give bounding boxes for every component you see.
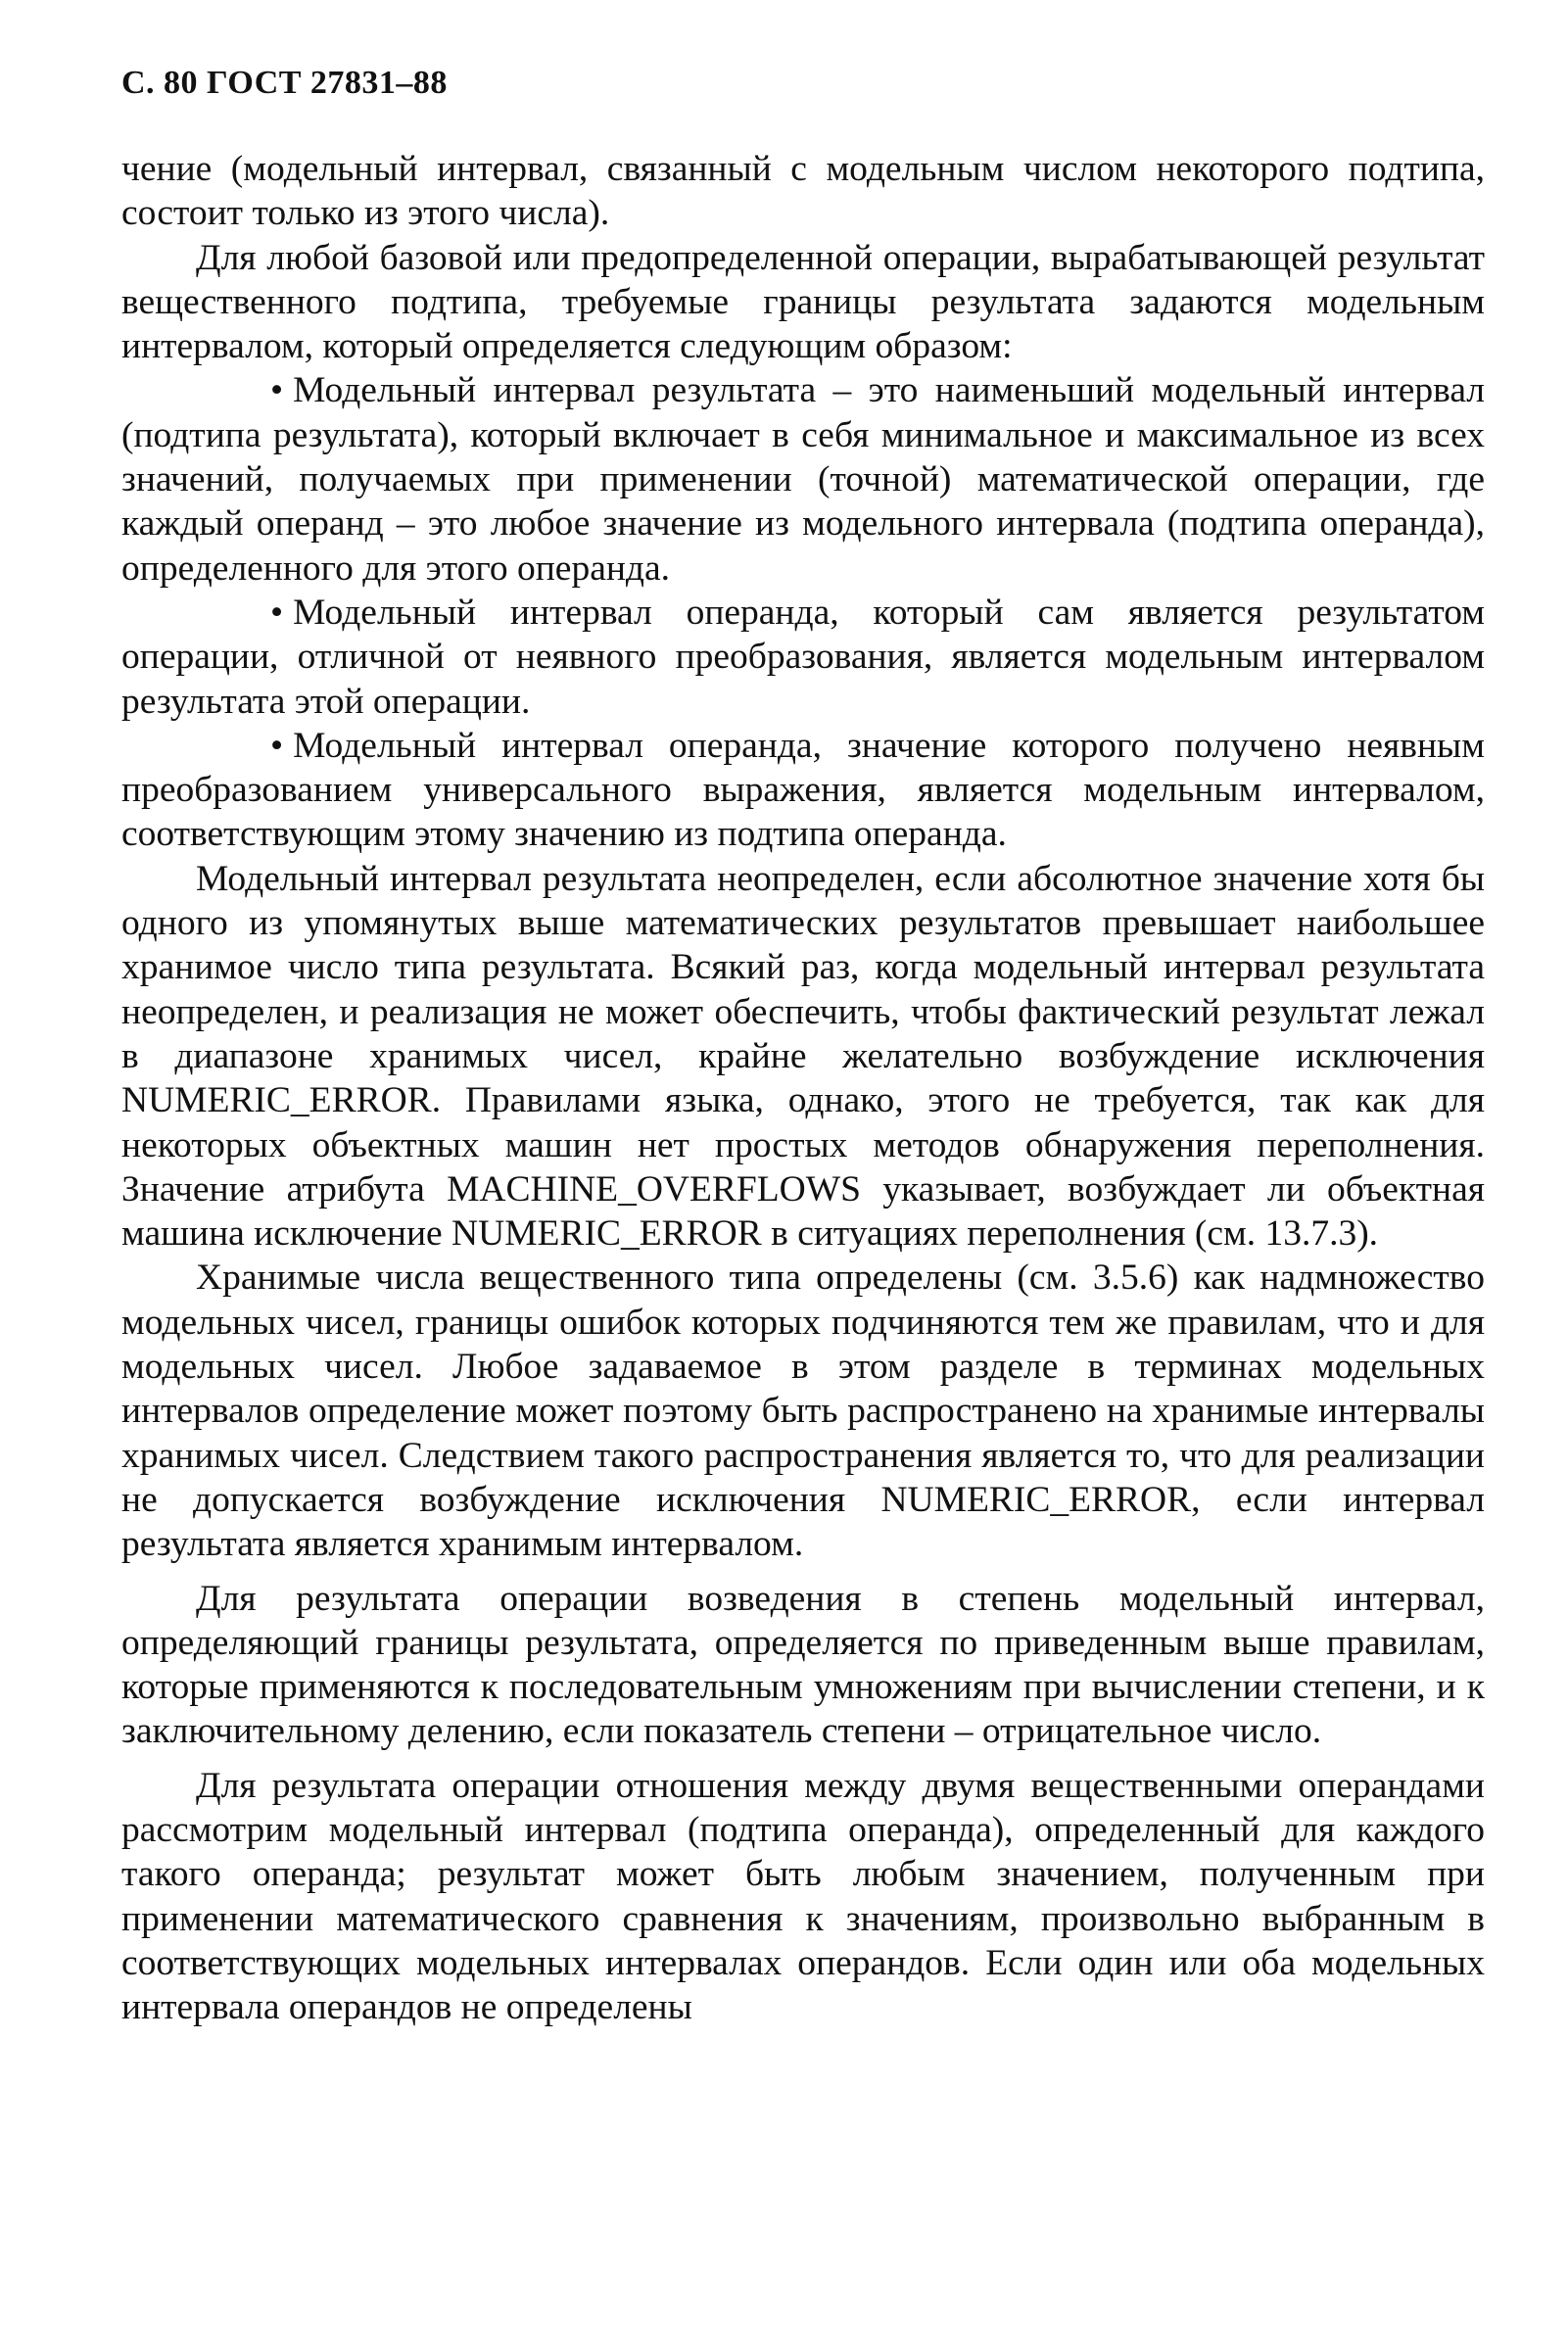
paragraph-continuation (121, 147, 1485, 236)
paragraph-text: чение (модельный интервал, связанный с модельным числом некоторого подтипа, состоит только из этого числа). (121, 149, 1485, 234)
paragraph-stored-numbers (121, 1256, 1485, 1566)
bullet-icon: • (270, 725, 284, 766)
bullet-icon: • (270, 370, 284, 411)
paragraph-text: Для любой базовой или предопределенной операции, вырабатывающей результат вещественного подтипа, требуемые границы результата задаются модельным интервалом, который определяется следующим образом: (121, 237, 1485, 367)
bullet-item (121, 368, 1485, 590)
bullet-text: Модельный интервал результата – это наименьший модельный интервал (подтипа результата), который включает в себя минимальное и максимальное из всех значений, получаемых при применении (точной) математической операции, где каждый операнд – это любое значение из модельного интервала (подтипа операнда), определенного для этого операнда. (121, 370, 1485, 589)
paragraph-text: Для результата операции возведения в степень модельный интервал, определяющий границы результата, определяется по приведенным выше правилам, которые применяются к последовательным умножениям при вычислении степени, и к заключительному делению, если показатель степени – отрицательное число. (121, 1578, 1485, 1752)
bullet-item (121, 724, 1485, 857)
page-header: С. 80 ГОСТ 27831–88 (121, 65, 448, 101)
paragraph-exponentiation (121, 1577, 1485, 1754)
paragraph-undefined-interval (121, 857, 1485, 1257)
paragraph-text: Модельный интервал результата неопределен, если абсолютное значение хотя бы одного из упомянутых выше математических результатов превышает наибольшее хранимое число типа результата. Всякий раз, когда модельный интервал результата неопределен, и реализация не может обеспечить, чтобы фактический результат лежал в диапазоне хранимых чисел, крайне желательно возбуждение исключения NUMERIC_ERROR. Правилами языка, однако, этого не требуется, так как для некоторых объектных машин нет простых методов обнаружения переполнения. Значение атрибута MACHINE_OVERFLOWS указывает, возбуждает ли объектная машина исключение NUMERIC_ERROR в ситуациях переполнения (см. 13.7.3). (121, 858, 1485, 1255)
paragraph-text: Для результата операции отношения между двумя вещественными операндами рассмотрим модельный интервал (подтипа операнда), определенный для каждого такого операнда; результат может быть любым значением, полученным при применении математического сравнения к значениям, произвольно выбранным в соответствующих модельных интервалах операндов. Если один или оба модельных интервала операндов не определены (121, 1765, 1485, 2028)
paragraph-relation (121, 1764, 1485, 2030)
bullet-item (121, 591, 1485, 724)
paragraph-text: Хранимые числа вещественного типа определены (см. 3.5.6) как надмножество модельных чисел, границы ошибок которых подчиняются тем же правилам, что и для модельных чисел. Любое задаваемое в этом разделе в терминах модельных интервалов определение может поэтому быть распространено на хранимые интервалы хранимых чисел. Следствием такого распространения является то, что для реализации не допускается возбуждение исключения NUMERIC_ERROR, если интервал результата является хранимым интервалом. (121, 1258, 1485, 1565)
bullet-text: Модельный интервал операнда, значение которого получено неявным преобразованием универсального выражения, является модельным интервалом, соответствующим этому значению из подтипа операнда. (121, 725, 1485, 855)
paragraph-intro-rules (121, 236, 1485, 369)
bullet-icon: • (270, 592, 284, 633)
body-text (121, 147, 1485, 2029)
bullet-text: Модельный интервал операнда, который сам является результатом операции, отличной от неявного преобразования, является модельным интервалом результата этой операции. (121, 592, 1485, 722)
